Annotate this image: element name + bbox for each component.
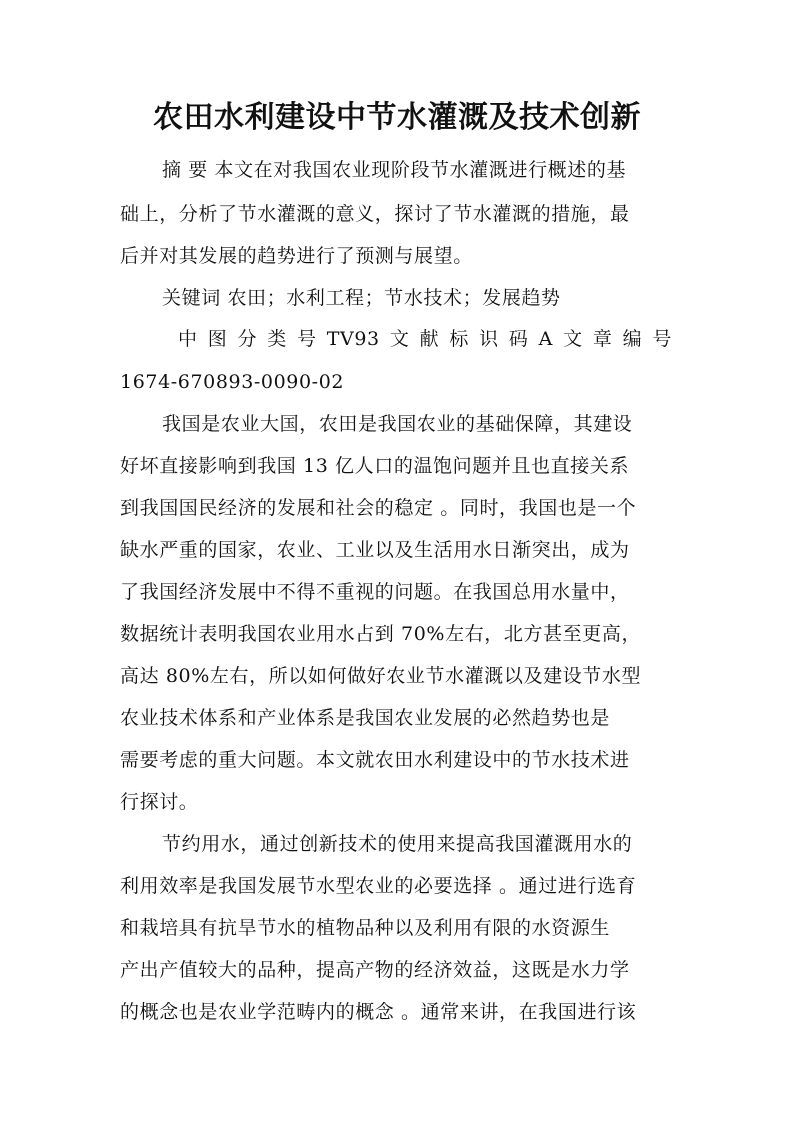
classification-part: 分 — [237, 328, 258, 350]
paragraph1-line-4: 缺水严重的国家，农业、工业以及生活用水日渐突出，成为 — [120, 539, 630, 561]
paragraph2-line-4: 产出产值较大的品种，提高产物的经济效益，这既是水力学 — [120, 959, 630, 981]
document-title: 农田水利建设中节水灌溉及技术创新 — [153, 100, 641, 135]
paragraph2-line-5: 的概念也是农业学范畴内的概念 。通常来讲，在我国进行该 — [120, 1001, 637, 1023]
keywords-line: 关键词 农田；水利工程；节水技术；发展趋势 — [162, 287, 561, 309]
paragraph1-line-8: 农业技术体系和产业体系是我国农业发展的必然趋势也是 — [120, 707, 611, 729]
classification-part: 编 — [622, 328, 643, 350]
classification-part: 类 — [267, 328, 287, 350]
document-code: A — [538, 328, 553, 350]
classification-part: 章 — [592, 328, 613, 350]
classification-part: 文 — [563, 328, 583, 350]
paragraph1-line-7: 高达 80%左右，所以如何做好农业节水灌溉以及建设节水型 — [120, 665, 642, 687]
classification-part: 标 — [449, 328, 469, 350]
classification-part: 号 — [652, 328, 672, 350]
paragraph1-line-3: 到我国国民经济的发展和社会的稳定 。同时，我国也是一个 — [120, 497, 637, 519]
abstract-line-1: 摘 要 本文在对我国农业现阶段节水灌溉进行概述的基 — [162, 159, 627, 181]
abstract-line-3: 后并对其发展的趋势进行了预测与展望。 — [120, 245, 473, 267]
classification-code: TV93 — [326, 328, 380, 350]
paragraph1-line-6: 数据统计表明我国农业用水占到 70%左右，北方甚至更高， — [120, 623, 642, 645]
paragraph1-line-10: 行探讨。 — [120, 791, 199, 813]
classification-part: 文 — [389, 328, 410, 350]
paragraph2-line-1: 节约用水，通过创新技术的使用来提高我国灌溉用水的 — [162, 833, 633, 855]
paragraph1-line-9: 需要考虑的重大问题。本文就农田水利建设中的节水技术进 — [120, 749, 630, 771]
paragraph1-line-2: 好坏直接影响到我国 13 亿人口的温饱问题并且也直接关系 — [120, 455, 630, 477]
classification-part: 献 — [419, 328, 440, 350]
paragraph1-line-1: 我国是农业大国，农田是我国农业的基础保障，其建设 — [162, 413, 633, 435]
classification-part: 识 — [479, 328, 499, 350]
paragraph2-line-3: 和栽培具有抗旱节水的植物品种以及利用有限的水资源生 — [120, 917, 611, 939]
abstract-line-2: 础上，分析了节水灌溉的意义，探讨了节水灌溉的措施，最 — [120, 203, 630, 225]
paragraph1-line-5: 了我国经济发展中不得不重视的问题。在我国总用水量中， — [120, 581, 630, 603]
article-number: 1674-670893-0090-02 — [120, 371, 345, 393]
classification-part: 图 — [207, 328, 228, 350]
classification-part: 号 — [297, 328, 317, 350]
classification-part: 中 — [178, 328, 198, 350]
paragraph2-line-2: 利用效率是我国发展节水型农业的必要选择 。通过进行选育 — [120, 875, 637, 897]
classification-line — [178, 326, 672, 352]
classification-part: 码 — [508, 328, 529, 350]
